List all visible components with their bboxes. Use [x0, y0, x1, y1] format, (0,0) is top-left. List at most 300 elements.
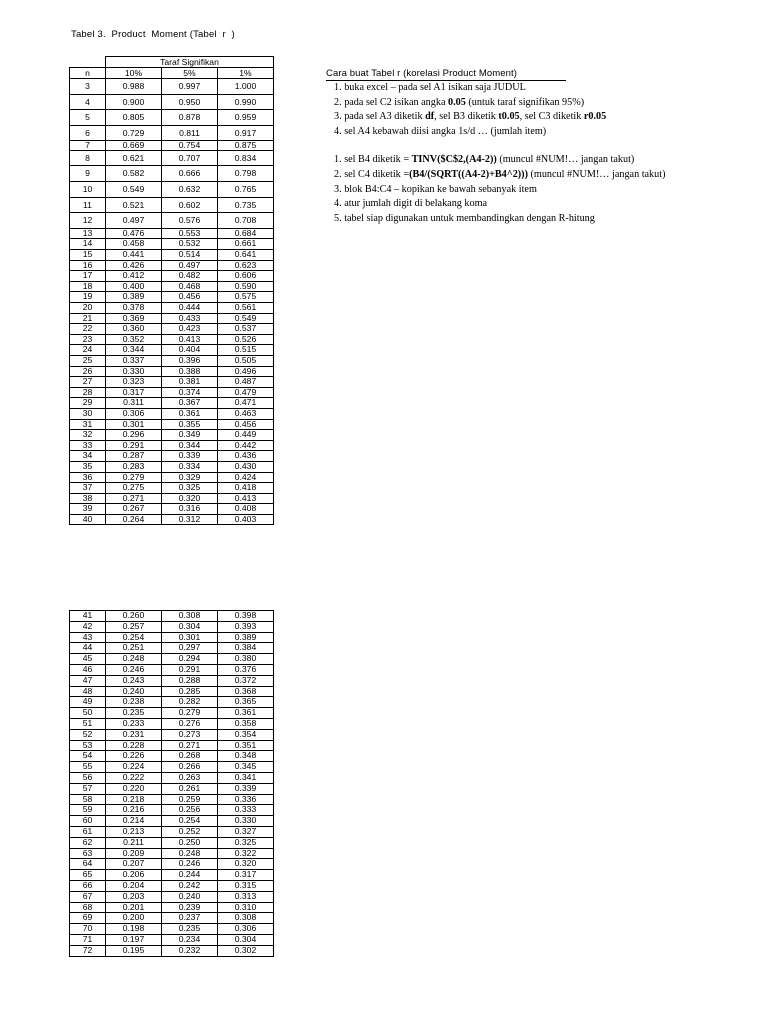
cell-10pct: 0.283	[106, 461, 162, 472]
table-row	[70, 377, 274, 388]
instruction-text: 4. sel A4 kebawah diisi angka 1s/d … (jumlah item)	[334, 125, 547, 137]
table-row	[70, 355, 274, 366]
table-row	[70, 718, 274, 729]
instruction-text: 1. buka excel – pada sel A1 isikan saja JUDUL	[334, 82, 526, 93]
table-row	[70, 664, 274, 675]
cell-10pct: 0.198	[106, 924, 162, 935]
cell-1pct: 0.496	[218, 366, 274, 377]
cell-n: 12	[70, 213, 106, 229]
cell-1pct: 0.368	[218, 686, 274, 697]
table-row	[70, 493, 274, 504]
r-table-part-2	[69, 610, 274, 957]
cell-10pct: 0.360	[106, 324, 162, 335]
cell-5pct: 0.263	[162, 772, 218, 783]
cell-10pct: 0.582	[106, 166, 162, 182]
cell-n: 69	[70, 913, 106, 924]
cell-n: 36	[70, 472, 106, 483]
cell-n: 55	[70, 762, 106, 773]
r-table-part-1	[69, 56, 274, 525]
cell-5pct: 0.329	[162, 472, 218, 483]
cell-5pct: 0.244	[162, 870, 218, 881]
cell-1pct: 0.403	[218, 514, 274, 525]
cell-5pct: 0.248	[162, 848, 218, 859]
cell-1pct: 0.561	[218, 303, 274, 314]
cell-5pct: 0.632	[162, 182, 218, 198]
table-row	[70, 902, 274, 913]
cell-5pct: 0.273	[162, 729, 218, 740]
instruction-text: , sel B3 diketik	[434, 111, 499, 123]
cell-5pct: 0.707	[162, 150, 218, 166]
cell-1pct: 0.308	[218, 913, 274, 924]
table-row	[70, 772, 274, 783]
table-row	[70, 514, 274, 525]
table-row	[70, 472, 274, 483]
cell-1pct: 0.875	[218, 141, 274, 151]
cell-n: 16	[70, 260, 106, 271]
cell-10pct: 0.231	[106, 729, 162, 740]
cell-1pct: 0.505	[218, 355, 274, 366]
cell-5pct: 0.242	[162, 880, 218, 891]
table-row	[70, 213, 274, 229]
cell-5pct: 0.482	[162, 271, 218, 282]
cell-n: 57	[70, 783, 106, 794]
cell-5pct: 0.444	[162, 303, 218, 314]
cell-10pct: 0.206	[106, 870, 162, 881]
table-row	[70, 708, 274, 719]
cell-10pct: 0.195	[106, 945, 162, 956]
table-row	[70, 451, 274, 462]
cell-5pct: 0.666	[162, 166, 218, 182]
cell-1pct: 0.735	[218, 197, 274, 213]
table-row	[70, 239, 274, 250]
cell-n: 20	[70, 303, 106, 314]
cell-1pct: 0.348	[218, 751, 274, 762]
instructions-panel	[326, 68, 746, 226]
table-row	[70, 419, 274, 430]
table-row	[70, 440, 274, 451]
cell-5pct: 0.320	[162, 493, 218, 504]
cell-1pct: 0.917	[218, 125, 274, 141]
cell-n: 72	[70, 945, 106, 956]
table-row	[70, 837, 274, 848]
cell-10pct: 0.214	[106, 816, 162, 827]
cell-n: 65	[70, 870, 106, 881]
cell-5pct: 0.396	[162, 355, 218, 366]
cell-1pct: 0.339	[218, 783, 274, 794]
cell-5pct: 0.316	[162, 504, 218, 515]
instruction-text: (muncul #NUM!… jangan takut)	[527, 168, 666, 180]
cell-10pct: 0.279	[106, 472, 162, 483]
cell-n: 43	[70, 632, 106, 643]
instruction-text: 4. atur jumlah digit di belakang koma	[334, 198, 488, 210]
cell-n: 58	[70, 794, 106, 805]
cell-1pct: 0.575	[218, 292, 274, 303]
column-header-10pct: 10%	[106, 68, 162, 79]
cell-10pct: 0.240	[106, 686, 162, 697]
cell-1pct: 0.325	[218, 837, 274, 848]
table-row	[70, 345, 274, 356]
cell-10pct: 0.200	[106, 913, 162, 924]
instruction-emphasis: r0.05	[583, 111, 607, 123]
table-row	[70, 621, 274, 632]
cell-1pct: 0.304	[218, 934, 274, 945]
cell-10pct: 0.228	[106, 740, 162, 751]
cell-10pct: 0.805	[106, 110, 162, 126]
table-row	[70, 141, 274, 151]
cell-10pct: 0.271	[106, 493, 162, 504]
cell-5pct: 0.271	[162, 740, 218, 751]
cell-5pct: 0.282	[162, 697, 218, 708]
cell-10pct: 0.311	[106, 398, 162, 409]
cell-n: 22	[70, 324, 106, 335]
cell-n: 54	[70, 751, 106, 762]
cell-n: 29	[70, 398, 106, 409]
cell-1pct: 0.384	[218, 643, 274, 654]
cell-1pct: 0.526	[218, 334, 274, 345]
steps-setup-list	[326, 81, 746, 139]
cell-10pct: 0.900	[106, 94, 162, 110]
cell-5pct: 0.312	[162, 514, 218, 525]
cell-5pct: 0.532	[162, 239, 218, 250]
cell-n: 46	[70, 664, 106, 675]
instruction-emphasis: df	[425, 111, 435, 123]
instruction-emphasis: 0.05	[448, 96, 466, 108]
cell-n: 44	[70, 643, 106, 654]
cell-5pct: 0.239	[162, 902, 218, 913]
cell-1pct: 0.549	[218, 313, 274, 324]
instruction-emphasis: (B4/(SQRT((A4-2)+B4^2)))	[409, 168, 528, 180]
instruction-text: , sel C3 diketik	[519, 111, 584, 123]
table-row	[70, 924, 274, 935]
instruction-text: 3. pada sel A3 diketik	[334, 111, 426, 123]
cell-1pct: 0.990	[218, 94, 274, 110]
instruction-step	[334, 81, 746, 96]
cell-n: 40	[70, 514, 106, 525]
cell-1pct: 0.336	[218, 794, 274, 805]
cell-10pct: 0.246	[106, 664, 162, 675]
cell-1pct: 0.537	[218, 324, 274, 335]
cell-1pct: 0.358	[218, 718, 274, 729]
cell-1pct: 0.515	[218, 345, 274, 356]
cell-10pct: 0.209	[106, 848, 162, 859]
cell-5pct: 0.301	[162, 632, 218, 643]
cell-1pct: 0.376	[218, 664, 274, 675]
cell-5pct: 0.514	[162, 250, 218, 261]
cell-1pct: 0.327	[218, 826, 274, 837]
cell-5pct: 0.754	[162, 141, 218, 151]
cell-10pct: 0.267	[106, 504, 162, 515]
instruction-text: 2. pada sel C2 isikan angka	[334, 96, 449, 108]
table-row	[70, 762, 274, 773]
cell-1pct: 0.333	[218, 805, 274, 816]
cell-10pct: 0.238	[106, 697, 162, 708]
cell-n: 23	[70, 334, 106, 345]
cell-1pct: 0.330	[218, 816, 274, 827]
cell-5pct: 0.256	[162, 805, 218, 816]
table-row	[70, 260, 274, 271]
cell-n: 14	[70, 239, 106, 250]
cell-n: 18	[70, 281, 106, 292]
table-row	[70, 150, 274, 166]
cell-5pct: 0.276	[162, 718, 218, 729]
cell-n: 30	[70, 408, 106, 419]
cell-5pct: 0.381	[162, 377, 218, 388]
table-row	[70, 697, 274, 708]
cell-10pct: 0.213	[106, 826, 162, 837]
table-row	[70, 859, 274, 870]
cell-10pct: 0.216	[106, 805, 162, 816]
cell-1pct: 0.641	[218, 250, 274, 261]
cell-n: 26	[70, 366, 106, 377]
cell-n: 62	[70, 837, 106, 848]
cell-n: 7	[70, 141, 106, 151]
table-row	[70, 934, 274, 945]
cell-5pct: 0.497	[162, 260, 218, 271]
instruction-text: (muncul #NUM!… jangan takut)	[496, 154, 635, 166]
cell-10pct: 0.369	[106, 313, 162, 324]
cell-10pct: 0.378	[106, 303, 162, 314]
table-row	[70, 250, 274, 261]
cell-10pct: 0.352	[106, 334, 162, 345]
cell-5pct: 0.246	[162, 859, 218, 870]
table-row	[70, 387, 274, 398]
cell-10pct: 0.248	[106, 654, 162, 665]
cell-5pct: 0.297	[162, 643, 218, 654]
table-row	[70, 398, 274, 409]
cell-10pct: 0.264	[106, 514, 162, 525]
cell-5pct: 0.997	[162, 79, 218, 95]
cell-10pct: 0.211	[106, 837, 162, 848]
cell-10pct: 0.218	[106, 794, 162, 805]
table-body-part-2	[70, 611, 274, 957]
table-row	[70, 228, 274, 239]
cell-5pct: 0.308	[162, 611, 218, 622]
table-row	[70, 880, 274, 891]
cell-n: 9	[70, 166, 106, 182]
steps-formula-list	[326, 153, 746, 226]
cell-n: 71	[70, 934, 106, 945]
instruction-step	[334, 125, 746, 140]
cell-1pct: 0.306	[218, 924, 274, 935]
cell-n: 27	[70, 377, 106, 388]
table-row	[70, 182, 274, 198]
column-header-n: n	[70, 68, 106, 79]
cell-10pct: 0.389	[106, 292, 162, 303]
cell-1pct: 0.606	[218, 271, 274, 282]
cell-5pct: 0.250	[162, 837, 218, 848]
cell-5pct: 0.254	[162, 816, 218, 827]
cell-n: 34	[70, 451, 106, 462]
cell-1pct: 0.354	[218, 729, 274, 740]
table-row	[70, 197, 274, 213]
instruction-text: (untuk taraf signifikan 95%)	[465, 96, 585, 108]
instruction-text: 3. blok B4:C4 – kopikan ke bawah sebanyak item	[334, 183, 537, 195]
cell-5pct: 0.553	[162, 228, 218, 239]
table-row	[70, 281, 274, 292]
cell-n: 19	[70, 292, 106, 303]
cell-10pct: 0.549	[106, 182, 162, 198]
cell-1pct: 0.463	[218, 408, 274, 419]
cell-n: 49	[70, 697, 106, 708]
cell-10pct: 0.323	[106, 377, 162, 388]
cell-10pct: 0.226	[106, 751, 162, 762]
table-row	[70, 805, 274, 816]
cell-5pct: 0.259	[162, 794, 218, 805]
cell-5pct: 0.361	[162, 408, 218, 419]
table-row	[70, 483, 274, 494]
cell-10pct: 0.306	[106, 408, 162, 419]
instruction-text: 1. sel B4 diketik =	[334, 154, 412, 166]
cell-1pct: 0.389	[218, 632, 274, 643]
cell-n: 41	[70, 611, 106, 622]
cell-1pct: 0.798	[218, 166, 274, 182]
cell-5pct: 0.374	[162, 387, 218, 398]
cell-10pct: 0.337	[106, 355, 162, 366]
table-row	[70, 643, 274, 654]
instruction-emphasis: TINV($C$2,(A4-2))	[411, 154, 497, 166]
table-row	[70, 848, 274, 859]
cell-1pct: 0.398	[218, 611, 274, 622]
cell-1pct: 0.408	[218, 504, 274, 515]
cell-1pct: 0.424	[218, 472, 274, 483]
table-row	[70, 783, 274, 794]
cell-5pct: 0.288	[162, 675, 218, 686]
table-row	[70, 794, 274, 805]
cell-5pct: 0.304	[162, 621, 218, 632]
cell-1pct: 0.418	[218, 483, 274, 494]
cell-5pct: 0.325	[162, 483, 218, 494]
cell-5pct: 0.268	[162, 751, 218, 762]
cell-1pct: 0.436	[218, 451, 274, 462]
instruction-text: 2. sel C4 diketik =	[334, 168, 410, 180]
cell-10pct: 0.243	[106, 675, 162, 686]
cell-1pct: 0.313	[218, 891, 274, 902]
table-row	[70, 94, 274, 110]
cell-10pct: 0.257	[106, 621, 162, 632]
cell-5pct: 0.468	[162, 281, 218, 292]
table-row	[70, 891, 274, 902]
cell-10pct: 0.291	[106, 440, 162, 451]
table-body-part-1	[70, 79, 274, 525]
table-row	[70, 913, 274, 924]
significance-header: Taraf Signifikan	[106, 57, 274, 68]
header-spacer	[70, 57, 106, 68]
cell-10pct: 0.621	[106, 150, 162, 166]
cell-n: 32	[70, 430, 106, 441]
instructions-title: Cara buat Tabel r (korelasi Product Moment)	[326, 68, 566, 81]
cell-5pct: 0.456	[162, 292, 218, 303]
instruction-step	[334, 96, 746, 111]
cell-1pct: 0.623	[218, 260, 274, 271]
cell-1pct: 0.834	[218, 150, 274, 166]
cell-1pct: 1.000	[218, 79, 274, 95]
cell-n: 70	[70, 924, 106, 935]
cell-5pct: 0.232	[162, 945, 218, 956]
cell-n: 33	[70, 440, 106, 451]
table-row	[70, 79, 274, 95]
cell-5pct: 0.576	[162, 213, 218, 229]
cell-1pct: 0.317	[218, 870, 274, 881]
cell-1pct: 0.456	[218, 419, 274, 430]
table-row	[70, 334, 274, 345]
cell-5pct: 0.404	[162, 345, 218, 356]
cell-n: 4	[70, 94, 106, 110]
table-row	[70, 430, 274, 441]
cell-5pct: 0.285	[162, 686, 218, 697]
table-row	[70, 632, 274, 643]
cell-5pct: 0.240	[162, 891, 218, 902]
cell-n: 21	[70, 313, 106, 324]
cell-5pct: 0.252	[162, 826, 218, 837]
cell-n: 6	[70, 125, 106, 141]
cell-1pct: 0.765	[218, 182, 274, 198]
cell-10pct: 0.260	[106, 611, 162, 622]
cell-1pct: 0.684	[218, 228, 274, 239]
cell-1pct: 0.345	[218, 762, 274, 773]
cell-1pct: 0.442	[218, 440, 274, 451]
cell-5pct: 0.266	[162, 762, 218, 773]
table-row	[70, 303, 274, 314]
cell-10pct: 0.317	[106, 387, 162, 398]
cell-10pct: 0.233	[106, 718, 162, 729]
cell-5pct: 0.349	[162, 430, 218, 441]
cell-n: 38	[70, 493, 106, 504]
cell-n: 3	[70, 79, 106, 95]
column-header-5pct: 5%	[162, 68, 218, 79]
cell-1pct: 0.708	[218, 213, 274, 229]
cell-5pct: 0.811	[162, 125, 218, 141]
instruction-step	[334, 168, 746, 183]
cell-10pct: 0.458	[106, 239, 162, 250]
cell-n: 60	[70, 816, 106, 827]
cell-n: 56	[70, 772, 106, 783]
cell-5pct: 0.423	[162, 324, 218, 335]
cell-10pct: 0.476	[106, 228, 162, 239]
cell-5pct: 0.344	[162, 440, 218, 451]
cell-n: 42	[70, 621, 106, 632]
cell-10pct: 0.203	[106, 891, 162, 902]
cell-n: 48	[70, 686, 106, 697]
table-row	[70, 675, 274, 686]
cell-n: 64	[70, 859, 106, 870]
cell-n: 51	[70, 718, 106, 729]
cell-1pct: 0.479	[218, 387, 274, 398]
page-title: Tabel 3. Product Moment (Tabel r )	[71, 29, 235, 40]
table-row	[70, 945, 274, 956]
instruction-emphasis: t0.05	[498, 111, 520, 123]
cell-10pct: 0.296	[106, 430, 162, 441]
cell-5pct: 0.334	[162, 461, 218, 472]
column-header-1pct: 1%	[218, 68, 274, 79]
instruction-step	[334, 183, 746, 198]
cell-5pct: 0.413	[162, 334, 218, 345]
cell-10pct: 0.344	[106, 345, 162, 356]
cell-1pct: 0.413	[218, 493, 274, 504]
cell-5pct: 0.291	[162, 664, 218, 675]
cell-1pct: 0.310	[218, 902, 274, 913]
table-row	[70, 125, 274, 141]
instruction-step	[334, 153, 746, 168]
cell-1pct: 0.361	[218, 708, 274, 719]
table-row	[70, 366, 274, 377]
cell-n: 59	[70, 805, 106, 816]
cell-10pct: 0.400	[106, 281, 162, 292]
cell-n: 8	[70, 150, 106, 166]
cell-5pct: 0.237	[162, 913, 218, 924]
cell-n: 52	[70, 729, 106, 740]
cell-1pct: 0.341	[218, 772, 274, 783]
cell-1pct: 0.959	[218, 110, 274, 126]
